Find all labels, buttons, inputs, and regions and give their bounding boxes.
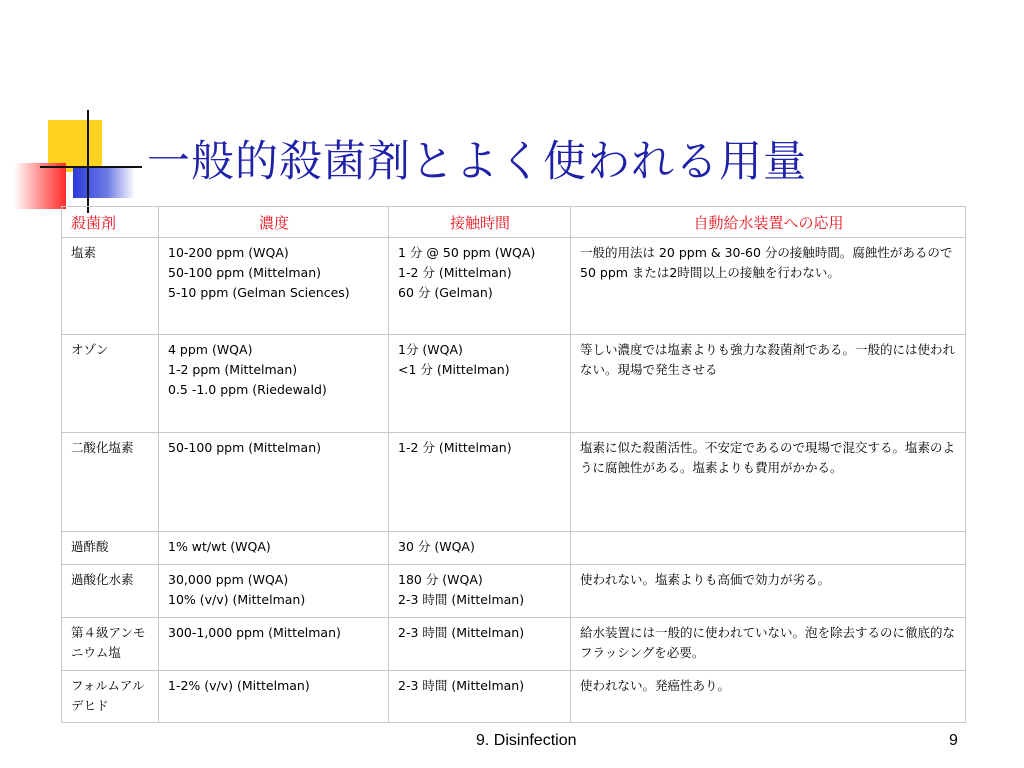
concentration-line: 0.5 -1.0 ppm (Riedewald) xyxy=(168,382,327,397)
table-row xyxy=(62,671,966,723)
cell-contact-time xyxy=(389,335,571,433)
agent-name: 過酢酸 xyxy=(71,539,109,554)
concentration-line: 50-100 ppm (Mittelman) xyxy=(168,265,322,280)
concentration-line: 50-100 ppm (Mittelman) xyxy=(168,440,322,455)
disinfectant-table xyxy=(61,206,966,723)
cell-application xyxy=(571,532,966,565)
contact-time-line: 60 分 (Gelman) xyxy=(398,285,493,300)
cell-contact-time xyxy=(389,618,571,671)
cell-concentration xyxy=(159,433,389,532)
cell-concentration xyxy=(159,565,389,618)
concentration-line: 10% (v/v) (Mittelman) xyxy=(168,592,306,607)
header-contact-time: 接触時間 xyxy=(389,207,571,238)
contact-time-line: 30 分 (WQA) xyxy=(398,539,475,554)
cell-concentration xyxy=(159,671,389,723)
table-row xyxy=(62,433,966,532)
cell-agent xyxy=(62,532,159,565)
cell-contact-time xyxy=(389,238,571,335)
cell-application xyxy=(571,565,966,618)
corner-decoration xyxy=(0,0,140,230)
table-row xyxy=(62,618,966,671)
contact-time-line: 180 分 (WQA) xyxy=(398,572,483,587)
agent-name: 二酸化塩素 xyxy=(71,440,134,455)
horizontal-divider-line xyxy=(40,166,142,168)
contact-time-line: 1-2 分 (Mittelman) xyxy=(398,440,512,455)
contact-time-line: 1 分 @ 50 ppm (WQA) xyxy=(398,245,536,260)
agent-name: オゾン xyxy=(71,342,109,357)
application-text: 等しい濃度では塩素よりも強力な殺菌剤である。一般的には使われない。現場で発生させる xyxy=(580,342,956,377)
blue-gradient-bar-shape xyxy=(73,168,135,198)
agent-name: フォルムアルデヒド xyxy=(71,678,145,713)
cell-contact-time xyxy=(389,433,571,532)
agent-name: 第４級アンモニウム塩 xyxy=(71,625,146,660)
concentration-line: 10-200 ppm (WQA) xyxy=(168,245,289,260)
footer-section-label: 9. Disinfection xyxy=(476,732,577,749)
slide-title: 一般的殺菌剤とよく使われる用量 xyxy=(147,137,807,187)
concentration-line: 300-1,000 ppm (Mittelman) xyxy=(168,625,341,640)
cell-application xyxy=(571,238,966,335)
concentration-line: 5-10 ppm (Gelman Sciences) xyxy=(168,285,350,300)
application-text: 給水装置には一般的に使われていない。泡を除去するのに徹底的なフラッシングを必要。 xyxy=(580,625,956,660)
cell-contact-time xyxy=(389,671,571,723)
table-header-row xyxy=(62,207,966,238)
cell-agent xyxy=(62,671,159,723)
application-text: 使われない。発癌性あり。 xyxy=(580,678,731,693)
cell-concentration xyxy=(159,238,389,335)
table-row xyxy=(62,565,966,618)
header-agent: 殺菌剤 xyxy=(62,207,159,238)
concentration-line: 4 ppm (WQA) xyxy=(168,342,253,357)
contact-time-line: 1-2 分 (Mittelman) xyxy=(398,265,512,280)
cell-application xyxy=(571,335,966,433)
vertical-divider-line xyxy=(87,110,89,213)
cell-concentration xyxy=(159,618,389,671)
cell-contact-time xyxy=(389,532,571,565)
cell-agent xyxy=(62,565,159,618)
concentration-line: 1% wt/wt (WQA) xyxy=(168,539,271,554)
table-row xyxy=(62,532,966,565)
cell-agent xyxy=(62,433,159,532)
cell-application xyxy=(571,671,966,723)
table-row xyxy=(62,238,966,335)
concentration-line: 1-2% (v/v) (Mittelman) xyxy=(168,678,310,693)
cell-agent xyxy=(62,618,159,671)
cell-agent xyxy=(62,238,159,335)
contact-time-line: 1分 (WQA) xyxy=(398,342,463,357)
cell-agent xyxy=(62,335,159,433)
page-number: 9 xyxy=(949,732,958,749)
cell-concentration xyxy=(159,532,389,565)
header-concentration: 濃度 xyxy=(159,207,389,238)
contact-time-line: 2-3 時間 (Mittelman) xyxy=(398,678,525,693)
contact-time-line: 2-3 時間 (Mittelman) xyxy=(398,625,525,640)
cell-contact-time xyxy=(389,565,571,618)
application-text: 使われない。塩素よりも高価で効力が劣る。 xyxy=(580,572,831,587)
cell-application xyxy=(571,618,966,671)
red-gradient-square-shape xyxy=(14,163,66,209)
agent-name: 過酸化水素 xyxy=(71,572,134,587)
application-text: 塩素に似た殺菌活性。不安定であるので現場で混交する。塩素のように腐蝕性がある。塩素よりも費用がかかる。 xyxy=(580,440,956,475)
cell-concentration xyxy=(159,335,389,433)
agent-name: 塩素 xyxy=(71,245,97,260)
concentration-line: 1-2 ppm (Mittelman) xyxy=(168,362,298,377)
contact-time-line: <1 分 (Mittelman) xyxy=(398,362,510,377)
table-row xyxy=(62,335,966,433)
application-text: 一般的用法は 20 ppm & 30-60 分の接触時間。腐蝕性があるので 50 ppm または2時間以上の接触を行わない。 xyxy=(580,245,953,280)
contact-time-line: 2-3 時間 (Mittelman) xyxy=(398,592,525,607)
cell-application xyxy=(571,433,966,532)
header-application: 自動給水装置への応用 xyxy=(571,207,966,238)
concentration-line: 30,000 ppm (WQA) xyxy=(168,572,289,587)
